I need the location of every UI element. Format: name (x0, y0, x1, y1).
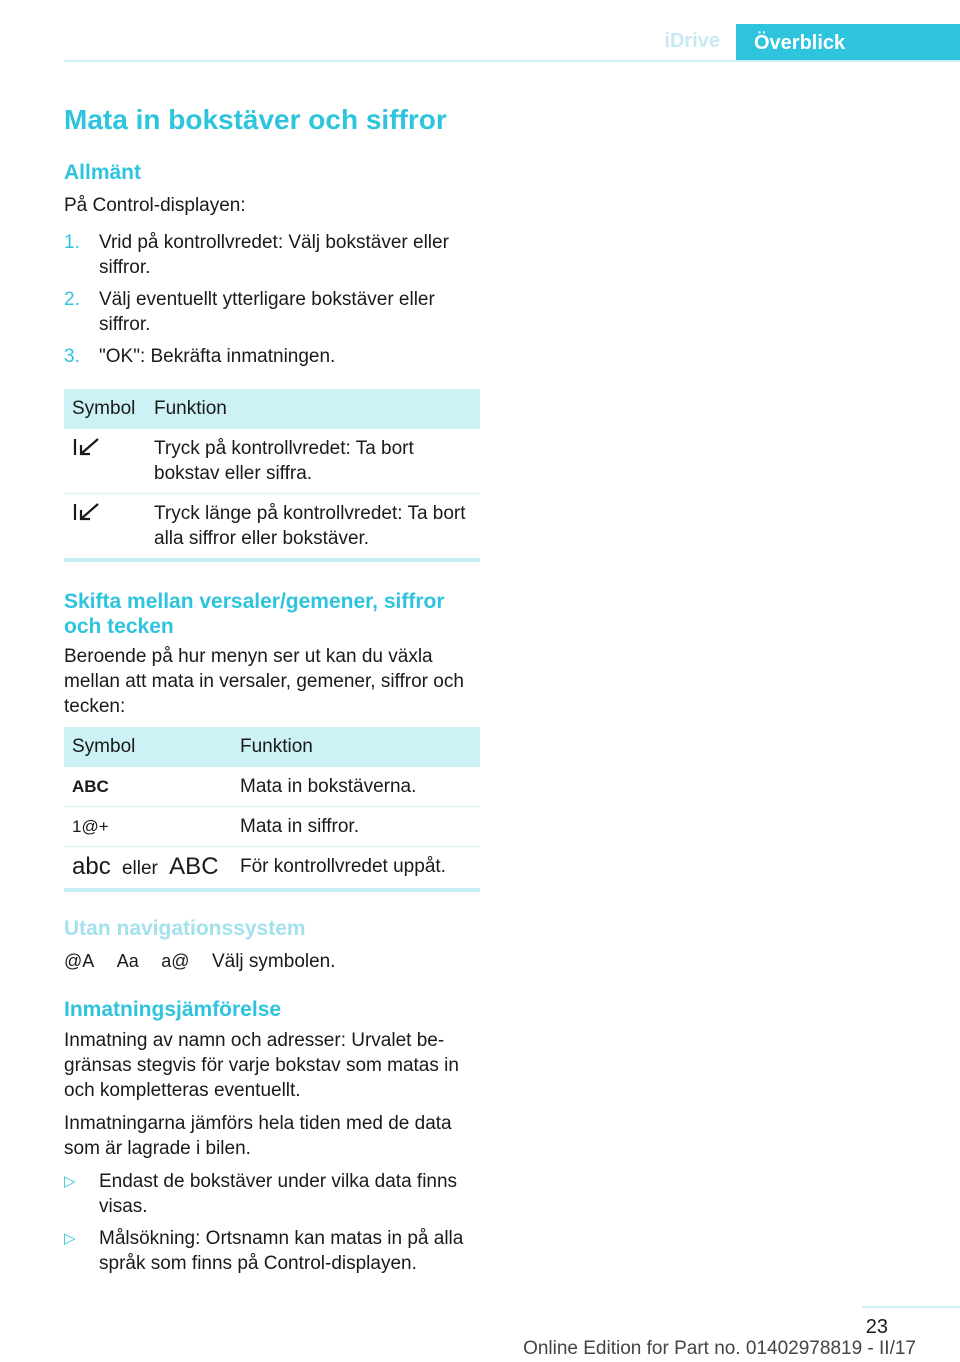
step-number: 3. (64, 346, 80, 367)
table-row (64, 429, 480, 494)
bullet-text: Målsökning: Ortsnamn kan matas in på alla språk som finns på Control-displayen. (99, 1228, 464, 1274)
page-title: Mata in bokstäver och siffror (64, 104, 447, 135)
allmant-intro: På Control-displayen: (64, 195, 246, 216)
function-text: För kontrollvredet uppåt. (232, 847, 480, 891)
inmatning-p1: Inmatning av namn och adresser: Urvalet be‐gränsas stegvis för varje bokstav som matas in och kompletteras eventuellt. (64, 1030, 459, 1101)
list-item (64, 1169, 480, 1219)
header-tab: Överblick (736, 24, 960, 62)
list-item (64, 230, 480, 280)
step-text: "OK": Bekräfta inmatningen. (99, 346, 336, 367)
steps-list (64, 230, 480, 369)
step-number: 2. (64, 289, 80, 310)
letters-mode-icon: ABC (72, 777, 109, 796)
lowercase-icon: abc (72, 853, 111, 880)
column-header-function: Funktion (146, 389, 480, 429)
footer-divider (862, 1306, 960, 1308)
table-row (64, 807, 480, 847)
case-toggle-icon: Aa (116, 951, 139, 971)
step-text: Vrid på kontrollvredet: Välj bokstäver eller siffror. (99, 232, 449, 278)
function-text: Mata in siffror. (232, 807, 480, 847)
function-text: Tryck på kontrollvredet: Ta bort bokstav eller siffra. (146, 429, 480, 494)
or-label: eller (121, 858, 158, 879)
bullet-triangle-icon: ▷ (64, 1173, 76, 1190)
skifta-text: Beroende på hur menyn ser ut kan du växla mellan att mata in versaler, gemener, siffror och tecken: (64, 646, 464, 717)
column-header-function: Funktion (232, 727, 480, 767)
heading-utan: Utan navigationssystem (64, 917, 306, 940)
heading-inmatning: Inmatningsjämförelse (64, 998, 282, 1021)
column-header-symbol: Symbol (64, 727, 232, 767)
bullet-list (64, 1169, 480, 1276)
table-row (64, 847, 480, 891)
section-allmant (64, 160, 480, 369)
table-row (64, 767, 480, 807)
table-row (64, 494, 480, 561)
delete-all-icon (72, 501, 102, 523)
edition-text: Online Edition for Part no. 01402978819 - II/17 (523, 1338, 916, 1359)
step-number: 1. (64, 232, 80, 253)
numbers-mode-icon: 1@+ (72, 817, 109, 836)
list-item (64, 287, 480, 337)
section-utan (64, 916, 480, 973)
step-text: Välj eventuellt ytterligare bokstäver eller siffror. (99, 289, 435, 335)
section-inmatning (64, 997, 480, 1276)
function-text: Tryck länge på kontrollvredet: Ta bort alla siffror eller bokstäver. (146, 494, 480, 561)
column-header-symbol: Symbol (64, 389, 146, 429)
header-divider (64, 60, 960, 62)
header-section: iDrive (664, 30, 720, 52)
table-delete-functions (64, 389, 480, 562)
section-skifta (64, 589, 480, 719)
at-symbol-icon: @A (64, 951, 95, 971)
list-item (64, 344, 480, 369)
delete-backspace-icon (72, 436, 102, 458)
utan-text: Välj symbolen. (211, 951, 336, 972)
page-number: 23 (865, 1316, 888, 1338)
heading-allmant: Allmänt (64, 161, 142, 184)
alpha-at-icon: a@ (161, 951, 190, 971)
table-input-modes (64, 727, 480, 892)
bullet-text: Endast de bokstäver under vilka data finns visas. (99, 1171, 458, 1217)
bullet-triangle-icon: ▷ (64, 1230, 76, 1247)
function-text: Mata in bokstäverna. (232, 767, 480, 807)
heading-skifta: Skifta mellan versaler/gemener, siffror och tecken (64, 590, 445, 638)
inmatning-p2: Inmatningarna jämförs hela tiden med de data som är lagrade i bilen. (64, 1113, 452, 1159)
uppercase-icon: ABC (169, 853, 219, 880)
list-item (64, 1226, 480, 1276)
